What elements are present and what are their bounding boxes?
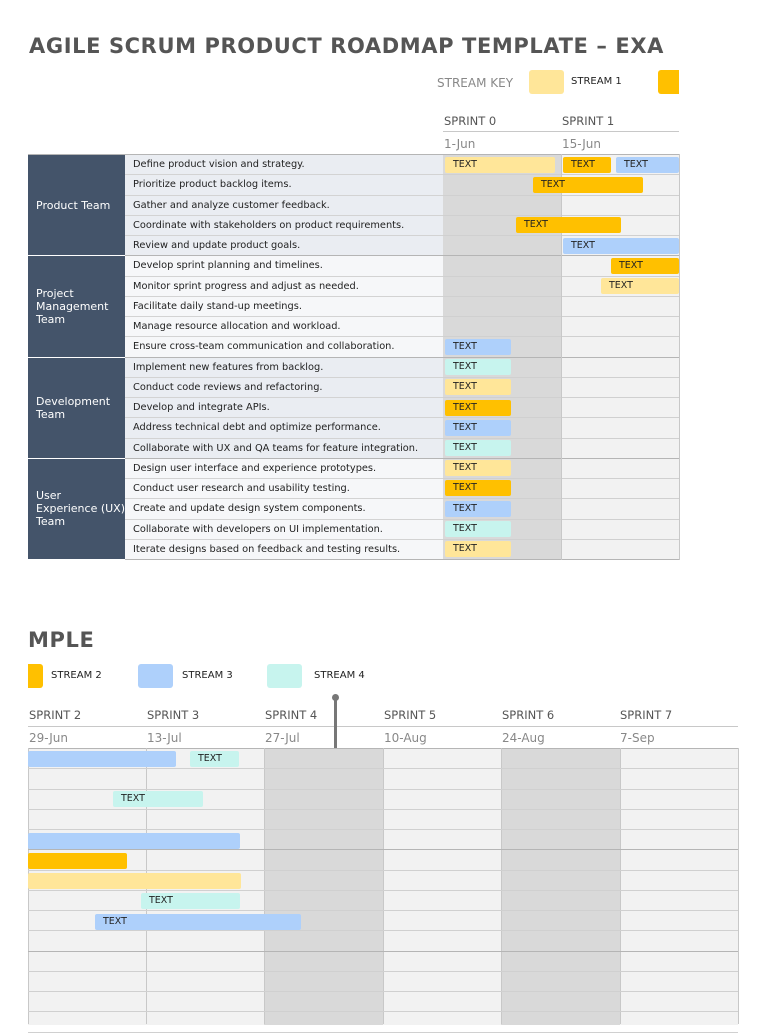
- task-bar: [28, 833, 240, 849]
- task-bar: TEXT: [190, 751, 239, 767]
- team-label: Product Team: [28, 155, 125, 256]
- grid-row-line: [28, 870, 738, 871]
- task-bar: TEXT: [601, 278, 679, 294]
- sprint-4-date: 27-Jul: [265, 731, 300, 745]
- task-bar: TEXT: [533, 177, 643, 193]
- task-bar: TEXT: [445, 157, 555, 173]
- sprint-3-date: 13-Jul: [147, 731, 182, 745]
- milestone-dot: [332, 694, 339, 701]
- task-row: Review and update product goals.: [125, 236, 443, 256]
- task-row: Create and update design system components.: [125, 499, 443, 519]
- task-row: Coordinate with stakeholders on product requirements.: [125, 216, 443, 236]
- page-title: AGILE SCRUM PRODUCT ROADMAP TEMPLATE – EXA: [29, 34, 664, 58]
- sprint-2-header: SPRINT 2: [29, 708, 82, 722]
- grid-row-line: [28, 930, 738, 931]
- team-label: User Experience (UX) Team: [28, 459, 125, 560]
- sprint-5-date: 10-Aug: [384, 731, 427, 745]
- task-bar: TEXT: [611, 258, 679, 274]
- task-bar: TEXT: [141, 893, 240, 909]
- task-row: Collaborate with developers on UI implementation.: [125, 520, 443, 540]
- task-row: Facilitate daily stand-up meetings.: [125, 297, 443, 317]
- sprint-0-column: [443, 155, 561, 560]
- sprint-7-date: 7-Sep: [620, 731, 655, 745]
- task-row: Gather and analyze customer feedback.: [125, 196, 443, 216]
- grid-row-line: [28, 991, 738, 992]
- sprint-6-header: SPRINT 6: [502, 708, 555, 722]
- task-bar: TEXT: [563, 157, 611, 173]
- stream-4-label: STREAM 4: [314, 670, 365, 681]
- task-bar: TEXT: [445, 339, 511, 355]
- stream-3-swatch: [138, 664, 173, 688]
- stream-1-label: STREAM 1: [571, 76, 622, 87]
- stream-4-swatch: [267, 664, 302, 688]
- task-bar: TEXT: [445, 480, 511, 496]
- task-bar: TEXT: [516, 217, 621, 233]
- grid-row-line: [28, 910, 738, 911]
- sprint-2-date: 29-Jun: [29, 731, 69, 745]
- sprint-column: [264, 749, 383, 1025]
- task-bar: TEXT: [445, 541, 511, 557]
- sprint-7-header: SPRINT 7: [620, 708, 673, 722]
- grid-row-line: [28, 809, 738, 810]
- team-label: Project Management Team: [28, 256, 125, 357]
- grid-right-border: [738, 748, 739, 1024]
- task-row: Collaborate with UX and QA teams for feature integration.: [125, 439, 443, 459]
- task-bar: [28, 873, 241, 889]
- stream-key-label: STREAM KEY: [437, 76, 514, 90]
- task-row: Iterate designs based on feedback and testing results.: [125, 540, 443, 560]
- sprint-4-header: SPRINT 4: [265, 708, 318, 722]
- task-bar: TEXT: [445, 440, 511, 456]
- task-row: Prioritize product backlog items.: [125, 175, 443, 195]
- stream-2-label: STREAM 2: [51, 670, 102, 681]
- task-bar: TEXT: [445, 420, 511, 436]
- task-bar: TEXT: [95, 914, 301, 930]
- sprint-column: [383, 749, 501, 1025]
- grid-row-line: [28, 890, 738, 891]
- grid-row-line: [28, 1011, 738, 1012]
- task-row: Define product vision and strategy.: [125, 155, 443, 175]
- task-row: Address technical debt and optimize performance.: [125, 418, 443, 438]
- task-bar: TEXT: [445, 400, 511, 416]
- task-row: Ensure cross-team communication and collaboration.: [125, 337, 443, 357]
- grid-row-line: [28, 768, 738, 769]
- task-bar: [28, 751, 176, 767]
- grid-row-line: [28, 829, 738, 830]
- task-bar: TEXT: [563, 238, 679, 254]
- team-separator: [125, 559, 679, 560]
- sprint-1-header: SPRINT 1: [562, 114, 615, 128]
- sprint-5-header: SPRINT 5: [384, 708, 437, 722]
- task-bar: [28, 853, 127, 869]
- stream-3-label: STREAM 3: [182, 670, 233, 681]
- grid-right-border: [679, 154, 680, 560]
- sprint-0-date: 1-Jun: [444, 137, 476, 151]
- sprint-1-date: 15-Jun: [562, 137, 602, 151]
- sprint-column: [501, 749, 620, 1025]
- stream-2-swatch-partial: [658, 70, 679, 94]
- task-row: Monitor sprint progress and adjust as needed.: [125, 277, 443, 297]
- task-row: Manage resource allocation and workload.: [125, 317, 443, 337]
- header-divider: [443, 131, 679, 132]
- page-title-continued: MPLE: [28, 628, 95, 652]
- stream-2-swatch: [28, 664, 43, 688]
- task-row: Conduct user research and usability testing.: [125, 479, 443, 499]
- sprint-0-header: SPRINT 0: [444, 114, 497, 128]
- grid-row-line: [28, 951, 738, 952]
- sprint-6-date: 24-Aug: [502, 731, 545, 745]
- task-bar: TEXT: [445, 521, 511, 537]
- task-row: Design user interface and experience prototypes.: [125, 459, 443, 479]
- sprint-column: [620, 749, 738, 1025]
- task-bar: TEXT: [445, 359, 511, 375]
- task-bar: TEXT: [445, 460, 511, 476]
- sprint-1-column: [561, 155, 679, 560]
- task-row: Conduct code reviews and refactoring.: [125, 378, 443, 398]
- grid-row-line: [28, 1032, 738, 1033]
- task-bar: TEXT: [113, 791, 203, 807]
- team-label: Development Team: [28, 358, 125, 459]
- sprint-divider: [561, 154, 562, 560]
- task-row: Implement new features from backlog.: [125, 358, 443, 378]
- grid-row-line: [28, 971, 738, 972]
- sprint-3-header: SPRINT 3: [147, 708, 200, 722]
- header-divider-bottom: [28, 726, 738, 727]
- task-row: Develop sprint planning and timelines.: [125, 256, 443, 276]
- grid-row-line: [28, 849, 738, 850]
- stream-1-swatch: [529, 70, 564, 94]
- task-row: Develop and integrate APIs.: [125, 398, 443, 418]
- task-bar: TEXT: [616, 157, 679, 173]
- task-bar: TEXT: [445, 379, 511, 395]
- grid-row-line: [28, 789, 738, 790]
- task-bar: TEXT: [445, 501, 511, 517]
